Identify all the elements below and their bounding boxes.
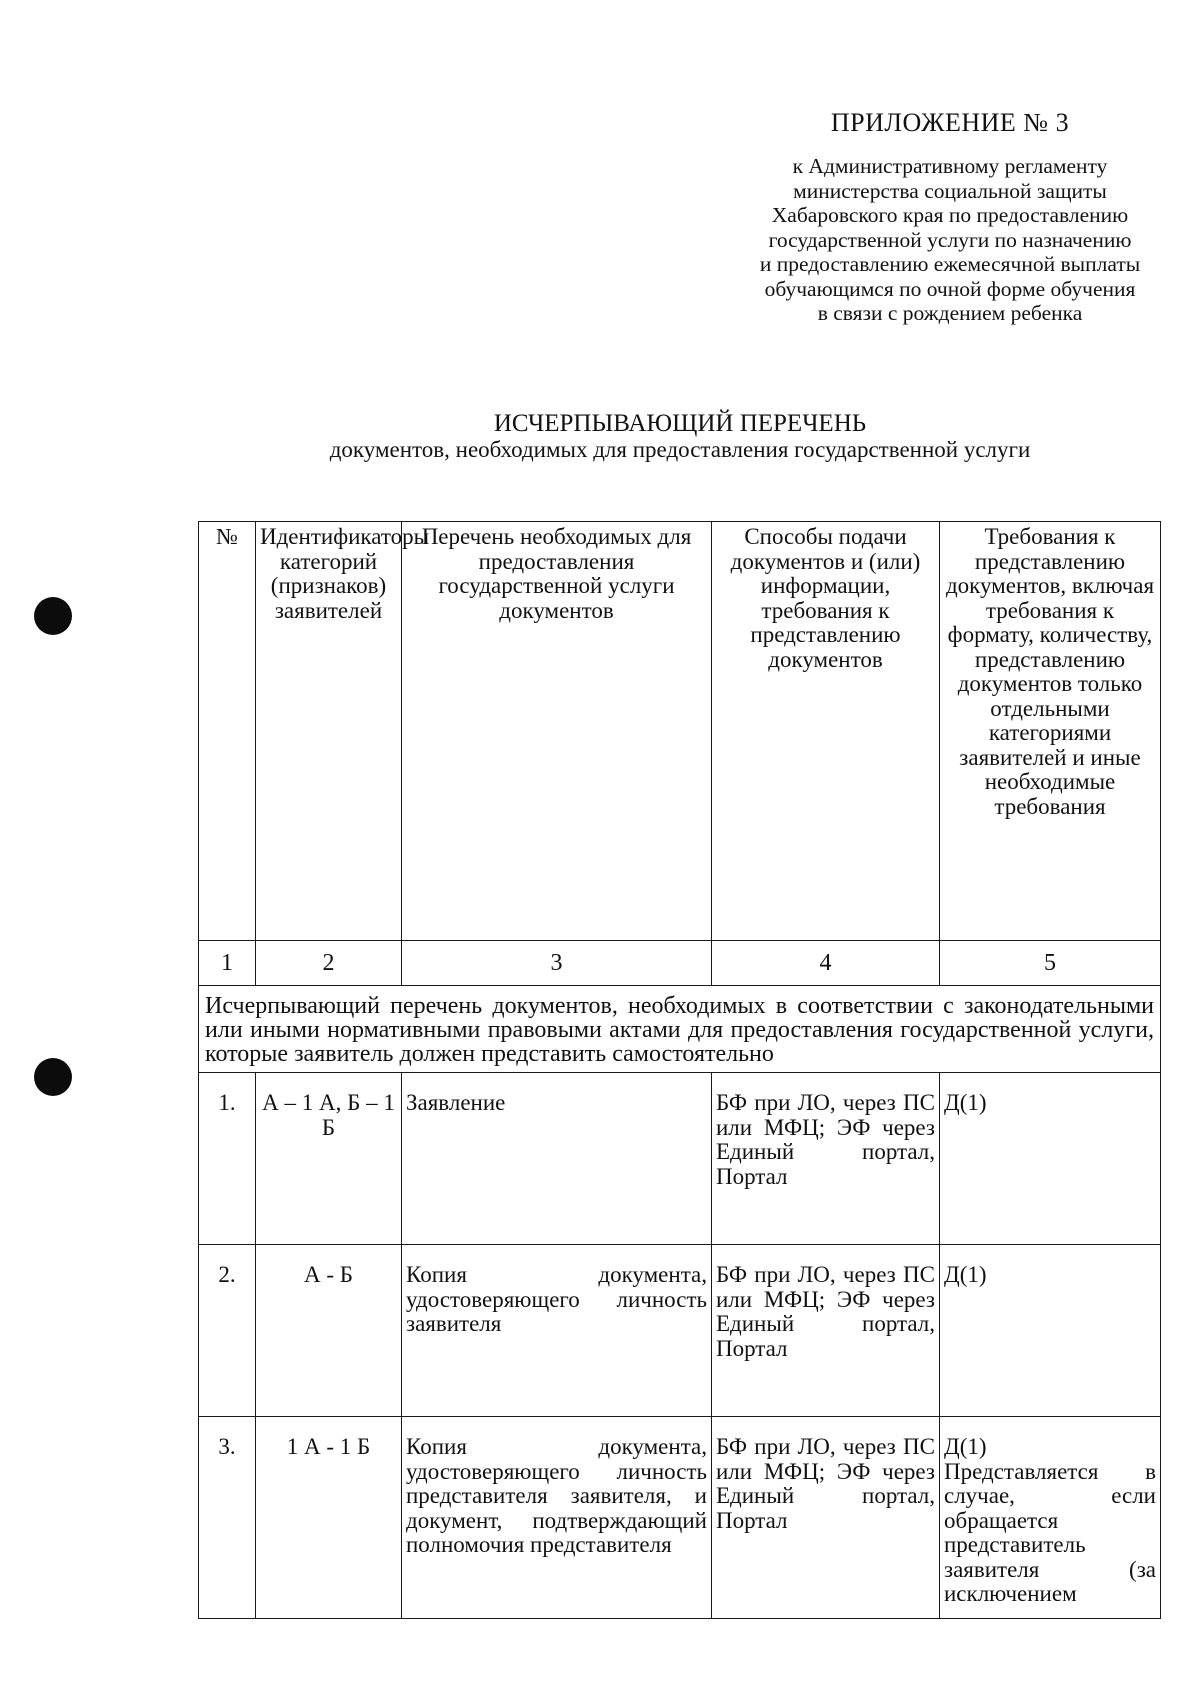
row-method: БФ при ЛО, через ПС или МФЦ; ЭФ через Единый портал, Портал: [712, 1245, 940, 1417]
section-row: [199, 986, 1161, 1073]
document-subtitle: документов, необходимых для предоставления государственной услуги: [329, 437, 1031, 462]
section-title: Исчерпывающий перечень документов, необходимых в соответствии с законодательными или иными нормативными правовыми актами для предоставления государственной услуги, которые заявитель должен представить самостоятельно: [199, 986, 1161, 1073]
row-number: 2.: [199, 1245, 256, 1417]
row-document: Заявление: [402, 1073, 712, 1245]
header-number: №: [199, 522, 256, 941]
row-method: БФ при ЛО, через ПС или МФЦ; ЭФ через Единый портал, Портал: [712, 1417, 940, 1619]
document-title: ИСЧЕРПЫВАЮЩИЙ ПЕРЕЧЕНЬ: [493, 410, 867, 437]
requirement-code: Д(1): [944, 1090, 987, 1115]
requirement-code: Д(1): [944, 1434, 987, 1459]
appendix-title: ПРИЛОЖЕНИЕ № 3: [830, 108, 1070, 137]
column-number: 2: [256, 941, 402, 986]
document-heading: [220, 410, 1140, 462]
row-category: А - Б: [256, 1245, 402, 1417]
header-documents-list: Перечень необходимых для предоставления государственной услуги документов: [402, 522, 712, 941]
row-document: Копия документа, удостоверяющего личность заявителя: [402, 1245, 712, 1417]
appendix-subtitle-line: обучающимся по очной форме обучения: [764, 276, 1136, 301]
row-category: А – 1 А, Б – 1 Б: [256, 1073, 402, 1245]
row-document: Копия документа, удостоверяющего личность представителя заявителя, и документ, подтверждающий полномочия представителя: [402, 1417, 712, 1619]
requirement-code: Д(1): [944, 1262, 987, 1287]
column-number-row: [199, 941, 1161, 986]
column-number: 4: [712, 941, 940, 986]
row-requirement: [940, 1245, 1161, 1417]
punch-hole-mark: [34, 597, 72, 635]
appendix-subtitle-line: и предоставлению ежемесячной выплаты: [759, 252, 1141, 276]
table-row: [199, 1073, 1161, 1245]
table-header-row: [199, 522, 1161, 941]
appendix-subtitle-line: в связи с рождением ребенка: [817, 301, 1083, 325]
punch-hole-mark: [34, 1058, 72, 1096]
header-applicant-categories: Идентификаторы категорий (признаков) заявителей: [256, 522, 402, 941]
appendix-header: [720, 108, 1180, 326]
header-requirements: Требования к представлению документов, включая требования к формату, количеству, представлению документов только отдельными категориями заявителей и иные необходимые требования: [940, 522, 1161, 941]
appendix-subtitle-line: Хабаровского края по предоставлению: [771, 203, 1129, 227]
header-submission-methods: Способы подачи документов и (или) информации, требования к представлению документов: [712, 522, 940, 941]
row-number: 1.: [199, 1073, 256, 1245]
appendix-subtitle-line: к Административному регламенту: [792, 154, 1108, 178]
row-method: БФ при ЛО, через ПС или МФЦ; ЭФ через Единый портал, Портал: [712, 1073, 940, 1245]
column-number: 1: [199, 941, 256, 986]
table-row: [199, 1245, 1161, 1417]
row-number: 3.: [199, 1417, 256, 1619]
appendix-subtitle-line: министерства социальной защиты: [793, 178, 1107, 203]
column-number: 5: [940, 941, 1161, 986]
row-category: 1 А - 1 Б: [256, 1417, 402, 1619]
appendix-subtitle: [720, 154, 1180, 326]
row-requirement: [940, 1417, 1161, 1619]
table-row: [199, 1417, 1161, 1619]
row-requirement: [940, 1073, 1161, 1245]
requirement-text: Представляется в случае, если обращается представитель заявителя (за исключением: [944, 1458, 1156, 1606]
documents-table: [198, 521, 1161, 1619]
column-number: 3: [402, 941, 712, 986]
appendix-subtitle-line: государственной услуги по назначению: [768, 227, 1132, 252]
